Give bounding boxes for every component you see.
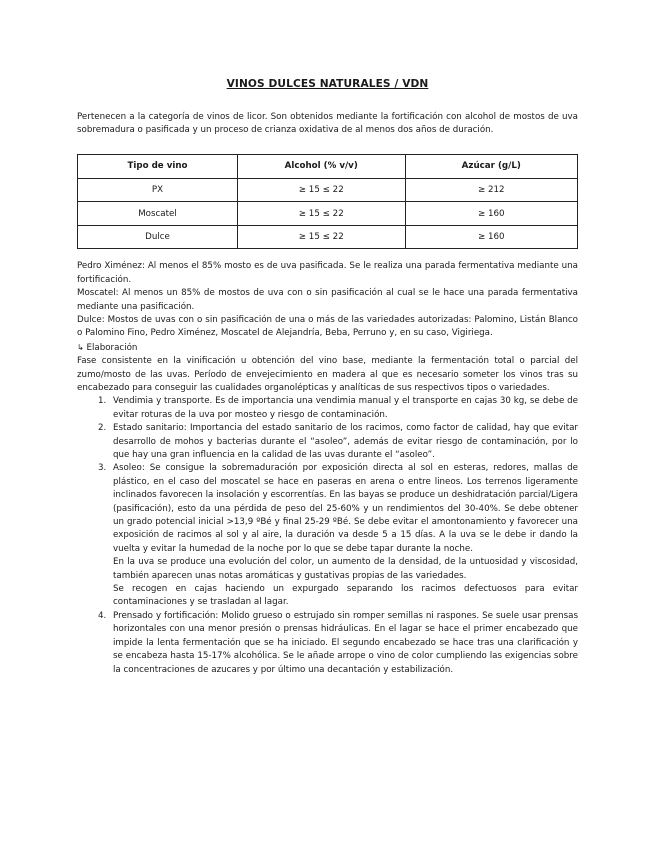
column-header: Alcohol (% v/v) — [238, 154, 406, 178]
document-title: VINOS DULCES NATURALES / VDN — [226, 78, 429, 90]
table-cell: ≥ 15 ≤ 22 — [238, 202, 406, 226]
wine-table — [77, 154, 578, 250]
list-item — [109, 462, 578, 609]
table-header-row — [78, 154, 578, 178]
definition-moscatel: Moscatel: Al menos un 85% de mostos de uva con o sin pasificación al cual se le hace una parada fermentativa mediante una pasificación. — [77, 288, 578, 312]
section-heading-label: Elaboración — [86, 342, 138, 353]
table-cell: Moscatel — [78, 202, 238, 226]
arrow-icon: ↳ — [77, 342, 84, 352]
table-cell: ≥ 15 ≤ 22 — [238, 178, 406, 202]
step-text: Prensado y fortificación: Molido grueso o estrujado sin romper semillas ni raspones. Se suele usar prensas horizontales con una menor presión o prensas hidráulicas. En el lagar se hace el primer encabezado que impide la lenta fermentación que se ha iniciado. El segundo encabezado se hace tras una clarificación y se encabeza hasta 15-17% alcohólica. Se le añade arrope o vino de color cumpliendo las exigencias sobre la concentraciones de azucares y por último una decantación y estabilización. — [113, 610, 578, 675]
column-header: Tipo de vino — [78, 154, 238, 178]
step-text: En la uva se produce una evolución del color, un aumento de la densidad, de la untuosidad y viscosidad, también aparecen unas notas aromáticas y gustativas propias de las variedades. — [113, 557, 578, 581]
elaboracion-steps — [77, 395, 578, 677]
table-row — [78, 178, 578, 202]
list-item — [109, 610, 578, 677]
table-cell: PX — [78, 178, 238, 202]
elaboracion-intro: Fase consistente en la vinificación u obtención del vino base, mediante la fermentación total o parcial del zumo/mosto de las uvas. Período de envejecimiento en madera al que es necesario someter los vinos tras su encabezado para conseguir las cualidades organolépticas y analíticas de sus respectivos tipos o variedades. — [77, 356, 578, 393]
list-item — [109, 422, 578, 462]
intro-paragraph: Pertenecen a la categoría de vinos de licor. Son obtenidos mediante la fortificación con alcohol de mostos de uva sobremadura o pasificada y un proceso de crianza oxidativa de al menos dos años de duración. — [77, 112, 578, 136]
step-text: Se recogen en cajas haciendo un expurgado separando los racimos defectuosos para evitar contaminaciones y se trasladan al lagar. — [113, 584, 578, 608]
table-cell: ≥ 160 — [405, 225, 578, 249]
step-text: Vendimia y transporte. Es de importancia una vendimia manual y el transporte en cajas 30 kg, se debe de evitar roturas de la uva por mosteo y riesgo de contaminación. — [113, 396, 578, 420]
table-cell: Dulce — [78, 225, 238, 249]
table-row — [78, 202, 578, 226]
table-row — [78, 225, 578, 249]
step-text: Asoleo: Se consigue la sobremaduración por exposición directa al sol en esteras, redores, mallas de plástico, en el caso del moscatel se hace en paseras en arena o entre lineos. Los terrenos ligeramente inclinados favorecen la insolación y escorrentías. En las bayas se produce un deshidratación parcial/Ligera (pasificación), esto da una pérdida de peso del 25-60% y un rendimientos del 30-40%. Se debe obtener un grado potencial inicial >13,9 ºBé y final 25-29 ºBé. Se debe evitar el amontonamiento y favorecer una exposición de racimos al sol y al aire, la duración va desde 5 a 15 días. A la uva se le debe ir dando la vuelta y evitar la humedad de la noche por lo que se debe tapar durante la noche. — [113, 463, 578, 554]
column-header: Azúcar (g/L) — [405, 154, 578, 178]
table-cell: ≥ 212 — [405, 178, 578, 202]
definition-dulce: Dulce: Mostos de uvas con o sin pasificación de una o más de las variedades autorizadas: Palomino, Listán Blanco o Palomino Fino, Pedro Ximénez, Moscatel de Alejandría, Beba, Perruno y, en su caso, Vigiriega. — [77, 314, 578, 339]
step-text: Estado sanitario: Importancia del estado sanitario de los racimos, como factor de calidad, hay que evitar desarrollo de mohos y bacterias durante el “asoleo”, además de evitar riesgo de contaminación, por lo que hay una gran influencia en la calidad de las uvas durante el “asoleo”. — [113, 423, 578, 460]
table-cell: ≥ 15 ≤ 22 — [238, 225, 406, 249]
table-cell: ≥ 160 — [405, 202, 578, 226]
document-page — [77, 78, 578, 677]
section-heading-elaboracion — [77, 341, 578, 355]
definition-px: Pedro Ximénez: Al menos el 85% mosto es de uva pasificada. Se le realiza una parada fermentativa mediante una fortificación. — [77, 261, 578, 285]
list-item — [109, 395, 578, 422]
